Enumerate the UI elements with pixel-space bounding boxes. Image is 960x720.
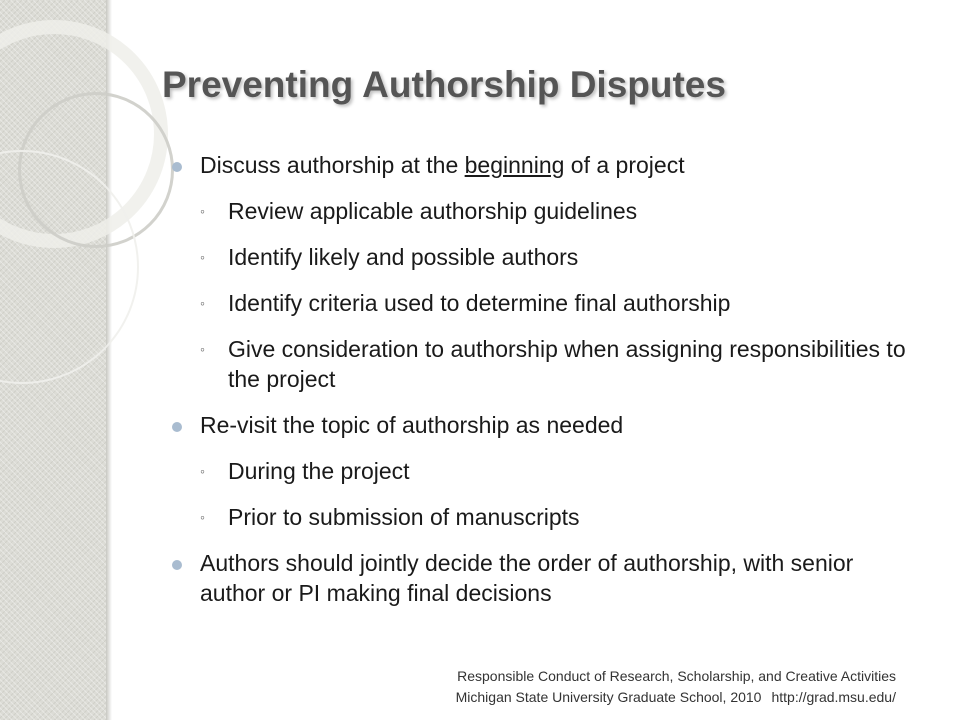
slide-content [170,150,910,624]
bullet-text-prefix: Discuss authorship at the [200,152,465,178]
bullet-discuss-authorship [170,150,910,180]
bullet-dot-icon [172,560,182,570]
bullet-order-of-authorship [170,548,910,608]
circle-bullet-icon: ◦ [200,341,205,357]
circle-bullet-icon: ◦ [200,295,205,311]
footer-line-2 [456,687,896,708]
bullet-dot-icon [172,162,182,172]
circle-bullet-icon: ◦ [200,249,205,265]
bullet-text: Re-visit the topic of authorship as needed [200,412,624,438]
sub-bullet-text: Identify likely and possible authors [228,244,579,270]
sub-bullet [170,502,910,532]
footer-line-1: Responsible Conduct of Research, Scholarship, and Creative Activities [457,668,896,684]
sub-bullet-text: Give consideration to authorship when assigning responsibilities to the project [228,336,906,392]
sub-bullet-text: Prior to submission of manuscripts [228,504,580,530]
circle-bullet-icon: ◦ [200,203,205,219]
sub-bullet-text: During the project [228,458,410,484]
sub-bullet [170,334,910,394]
footer-url: http://grad.msu.edu/ [771,689,896,705]
bullet-text: Authors should jointly decide the order of authorship, with senior author or PI making final decisions [200,550,854,606]
bullet-text-suffix: of a project [564,152,685,178]
sub-bullet [170,196,910,226]
sub-bullet [170,288,910,318]
slide-title: Preventing Authorship Disputes [162,64,726,105]
slide-footer [456,666,896,708]
emphasis-underlined: beginning [464,152,565,178]
sub-bullet-text: Review applicable authorship guidelines [228,198,638,224]
bullet-dot-icon [172,422,182,432]
sub-bullet-text: Identify criteria used to determine final authorship [228,290,731,316]
sub-bullet [170,456,910,486]
bullet-revisit-topic [170,410,910,440]
circle-bullet-icon: ◦ [200,463,205,479]
sub-bullet [170,242,910,272]
circle-bullet-icon: ◦ [200,509,205,525]
footer-institution: Michigan State University Graduate School, 2010 [455,689,762,705]
